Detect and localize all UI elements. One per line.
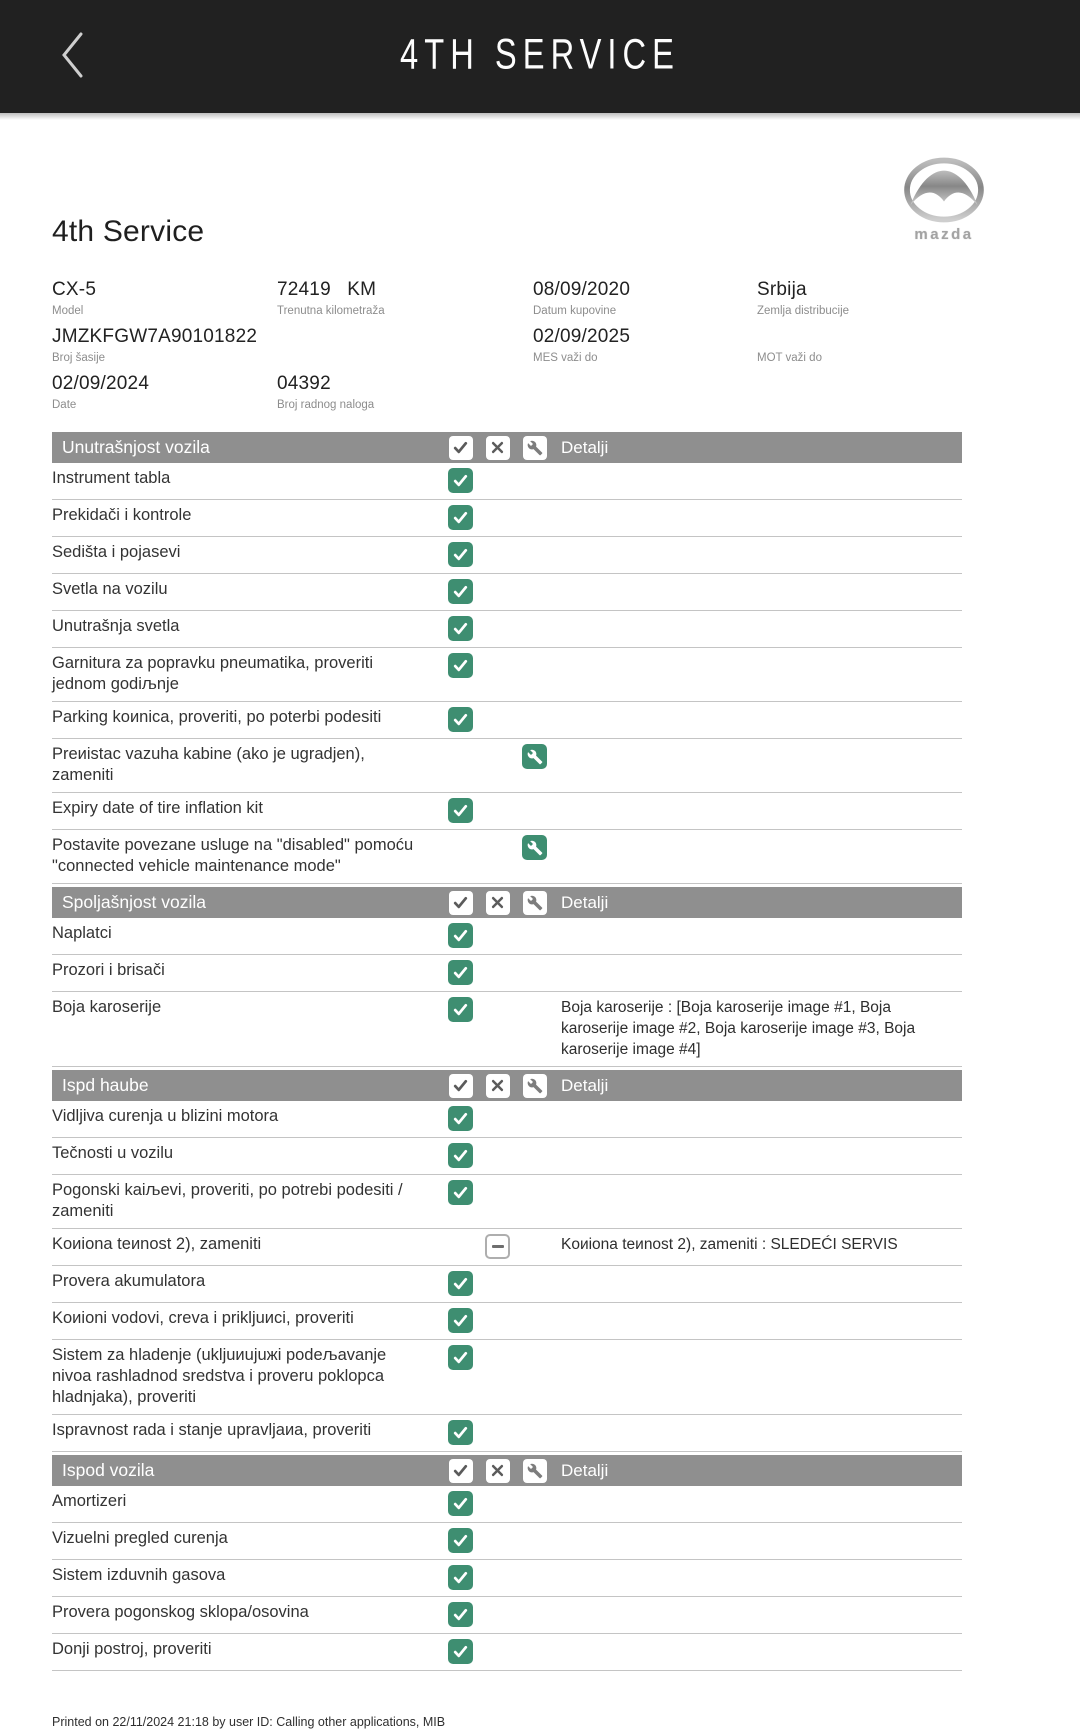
info-field (52, 326, 277, 364)
row-details (553, 542, 962, 567)
checklist-row (52, 955, 962, 992)
section-header (52, 1070, 962, 1101)
row-details (553, 923, 962, 948)
checklist-row (52, 793, 962, 830)
x-icon (486, 891, 510, 915)
row-details (553, 1180, 962, 1222)
row-label: Naplatci (52, 924, 112, 942)
row-label: Prekidači i kontrole (52, 506, 192, 524)
wrench-icon (522, 744, 547, 769)
checklist-row (52, 1415, 962, 1452)
info-field (757, 326, 962, 364)
info-label: Trenutna kilometraža (277, 305, 385, 317)
row-label: Ispravnost rada i stanje upravljaиa, proveriti (52, 1421, 372, 1439)
check-icon (449, 1459, 473, 1483)
x-icon (486, 1459, 510, 1483)
row-label: Amortizeri (52, 1492, 127, 1510)
row-label: Svetla na vozilu (52, 580, 168, 598)
check-icon (448, 707, 473, 732)
row-label: Koиiona teиnost 2), zameniti (52, 1235, 262, 1253)
section-header (52, 887, 962, 918)
check-icon (448, 653, 473, 678)
info-value: 08/09/2020 (533, 279, 631, 300)
info-label: Broj šasije (52, 352, 106, 364)
row-details (553, 1106, 962, 1131)
service-checklist (52, 432, 962, 1671)
info-value: JMZKFGW7A90101822 (52, 326, 258, 347)
section-header (52, 432, 962, 463)
checklist-row (52, 739, 962, 793)
row-details (553, 505, 962, 530)
row-label: Sistem za hladenje (ukljuиujuжi podeљavanje nivoa rashladnod sredstva i proveru poklopca hladnjaka), proveriti (52, 1346, 387, 1406)
row-details (553, 707, 962, 732)
check-icon (449, 891, 473, 915)
row-label: Koиioni vodovi, creva i prikljuиci, proveriti (52, 1309, 354, 1327)
row-label: Parking koиnica, proveriti, po poterbi podesiti (52, 708, 382, 726)
info-label: MES važi do (533, 352, 598, 364)
checklist-row (52, 1229, 962, 1266)
row-label: Sedišta i pojasevi (52, 543, 181, 561)
row-details (553, 835, 962, 877)
check-icon (448, 1345, 473, 1370)
printed-footer: Printed on 22/11/2024 21:18 by user ID: Calling other applications, MIB (52, 1715, 446, 1729)
row-label: Sistem izduvnih gasova (52, 1566, 226, 1584)
wrench-icon (523, 1459, 547, 1483)
checklist-row (52, 574, 962, 611)
info-label: Zemlja distribucije (757, 305, 850, 317)
section-title: Spoljašnjost vozila (62, 892, 206, 912)
check-icon (448, 798, 473, 823)
info-label: Model (52, 305, 84, 317)
info-field (52, 373, 277, 411)
checklist-row (52, 918, 962, 955)
row-label: Tečnosti u vozilu (52, 1144, 174, 1162)
checklist-row (52, 463, 962, 500)
row-label: Vidljiva curenja u blizini motora (52, 1107, 279, 1125)
report-page (0, 157, 1080, 1729)
check-icon (448, 1143, 473, 1168)
section-title: Ispod vozila (62, 1460, 155, 1480)
row-details: Boja karoserije : [Boja karoserije image #1, Boja karoserije image #2, Boja karoserije image #3, Boja karoserije image #4] (561, 999, 916, 1058)
checklist-row (52, 1486, 962, 1523)
checklist-row (52, 702, 962, 739)
check-icon (448, 1491, 473, 1516)
dash-icon (485, 1234, 510, 1259)
row-label: Preиistac vazuha kabine (ako je ugradjen), zameniti (52, 745, 365, 784)
info-field (533, 326, 757, 364)
row-label: Postavite povezane usluge na "disabled" pomoću "connected vehicle maintenance mode" (52, 836, 414, 875)
info-value: 72419 KM (277, 279, 377, 300)
row-label: Provera pogonskog sklopa/osovina (52, 1603, 309, 1621)
section-title: Ispd haube (62, 1075, 149, 1095)
checklist-row (52, 1523, 962, 1560)
check-icon (448, 1106, 473, 1131)
row-details (553, 1491, 962, 1516)
row-details: Koиiona teиnost 2), zameniti : SLEDEĆI SERVIS (561, 1236, 898, 1253)
check-icon (448, 505, 473, 530)
x-icon (486, 1074, 510, 1098)
check-icon (448, 468, 473, 493)
row-label: Prozori i brisači (52, 961, 165, 979)
row-details (553, 1271, 962, 1296)
info-field (277, 373, 533, 411)
info-label: Broj radnog naloga (277, 399, 375, 411)
row-details (553, 1143, 962, 1168)
row-details (553, 468, 962, 493)
info-value: 02/09/2025 (533, 326, 631, 347)
mazda-emblem-icon (900, 210, 988, 227)
check-icon (448, 542, 473, 567)
checklist-row (52, 1303, 962, 1340)
checklist-row (52, 1175, 962, 1229)
checklist-row (52, 1560, 962, 1597)
row-label: Vizuelni pregled curenja (52, 1529, 228, 1547)
row-label: Instrument tabla (52, 469, 171, 487)
page-title: 4th Service (52, 215, 205, 248)
info-value: CX-5 (52, 279, 97, 300)
row-label: Expiry date of tire inflation kit (52, 799, 263, 817)
row-details (553, 960, 962, 985)
row-details (553, 616, 962, 641)
row-details (553, 1528, 962, 1553)
details-column-label: Detalji (561, 1075, 609, 1095)
check-icon (448, 1639, 473, 1664)
check-icon (448, 997, 473, 1022)
row-details (553, 1565, 962, 1590)
checklist-row (52, 992, 962, 1067)
checklist-row (52, 648, 962, 702)
info-value: Srbija (757, 279, 807, 300)
info-label: MOT važi do (757, 352, 822, 364)
info-field (533, 373, 757, 411)
info-value: 04392 (277, 373, 331, 394)
info-value (757, 326, 962, 350)
row-label: Provera akumulatora (52, 1272, 206, 1290)
app-header (0, 0, 1080, 113)
wrench-icon (522, 835, 547, 860)
mazda-logo (898, 157, 990, 243)
check-icon (448, 579, 473, 604)
check-icon (449, 436, 473, 460)
row-label: Garnitura za popravku pneumatika, proveriti jednom godiљnje (52, 654, 373, 693)
checklist-row (52, 830, 962, 884)
row-details (553, 1602, 962, 1627)
section-header (52, 1455, 962, 1486)
x-icon (486, 436, 510, 460)
checklist-row (52, 1266, 962, 1303)
details-column-label: Detalji (561, 437, 609, 457)
checklist-row (52, 611, 962, 648)
row-label: Pogonski kaiљevi, proveriti, po potrebi podesiti / zameniti (52, 1181, 403, 1220)
check-icon (448, 1602, 473, 1627)
info-field (533, 279, 757, 317)
check-icon (448, 1528, 473, 1553)
row-details (553, 1308, 962, 1333)
check-icon (448, 1565, 473, 1590)
checklist-row (52, 1340, 962, 1415)
row-details (553, 653, 962, 695)
row-label: Boja karoserije (52, 998, 162, 1016)
mazda-wordmark: mazda (914, 226, 974, 243)
check-icon (448, 1180, 473, 1205)
row-label: Unutrašnja svetla (52, 617, 180, 635)
row-details (553, 1639, 962, 1664)
info-field (757, 279, 962, 317)
check-icon (448, 923, 473, 948)
info-field (757, 373, 962, 411)
checklist-row (52, 1597, 962, 1634)
wrench-icon (523, 891, 547, 915)
info-label: Date (52, 399, 77, 411)
details-column-label: Detalji (561, 892, 609, 912)
wrench-icon (523, 436, 547, 460)
check-icon (448, 1271, 473, 1296)
row-details (553, 798, 962, 823)
check-icon (448, 1420, 473, 1445)
check-icon (448, 1308, 473, 1333)
checklist-row (52, 1101, 962, 1138)
row-details (553, 579, 962, 604)
app-title: 4TH SERVICE (400, 31, 680, 79)
info-label: Datum kupovine (533, 305, 617, 317)
doc-header (52, 157, 980, 249)
checklist-row (52, 537, 962, 574)
checklist-row (52, 500, 962, 537)
wrench-icon (523, 1074, 547, 1098)
vehicle-info-grid (52, 279, 962, 411)
row-details (553, 1345, 962, 1408)
check-icon (448, 960, 473, 985)
check-icon (449, 1074, 473, 1098)
info-value: 02/09/2024 (52, 373, 150, 394)
info-field (52, 279, 277, 317)
row-details (553, 744, 962, 786)
row-label: Donji postroj, proveriti (52, 1640, 212, 1658)
info-field (277, 326, 533, 364)
checklist-row (52, 1138, 962, 1175)
info-field (277, 279, 533, 317)
details-column-label: Detalji (561, 1460, 609, 1480)
row-details (553, 1420, 962, 1445)
check-icon (448, 616, 473, 641)
section-title: Unutrašnjost vozila (62, 437, 210, 457)
